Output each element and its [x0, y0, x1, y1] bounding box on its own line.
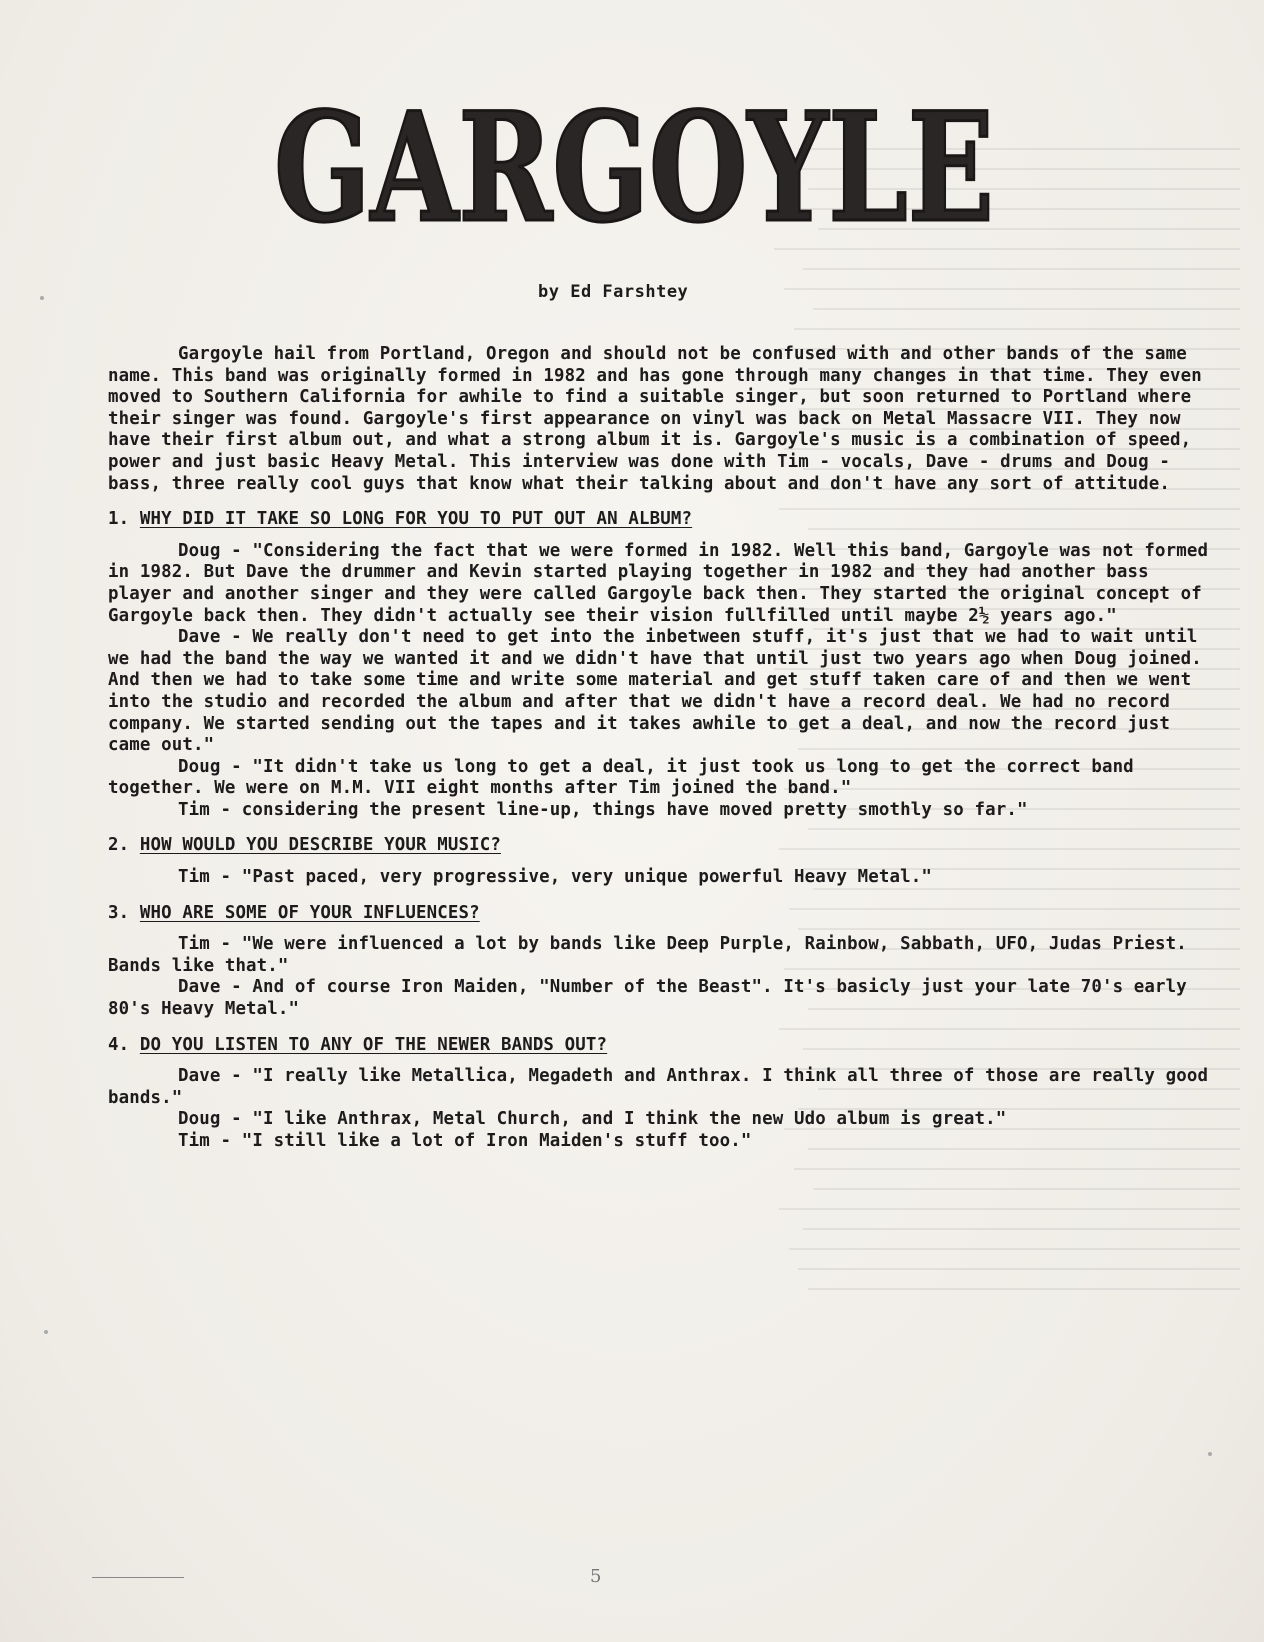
answer-paragraph: Dave - "I really like Metallica, Megadeth and Anthrax. I think all three of those are really good bands." — [108, 1066, 1209, 1108]
question-heading — [108, 903, 1218, 925]
question-number: 1. — [108, 509, 130, 530]
question-block-2 — [108, 835, 1218, 888]
page-number: 5 — [590, 1566, 602, 1587]
question-heading — [108, 1035, 1218, 1057]
question-title: HOW WOULD YOU DESCRIBE YOUR MUSIC? — [139, 835, 501, 856]
answer-paragraph: Tim - "Past paced, very progressive, very unique powerful Heavy Metal." — [178, 867, 933, 888]
question-heading — [108, 835, 1218, 857]
question-title: WHO ARE SOME OF YOUR INFLUENCES? — [139, 902, 480, 923]
question-block-4 — [108, 1035, 1218, 1153]
question-block-1 — [108, 509, 1218, 821]
intro-paragraph: Gargoyle hail from Portland, Oregon and should not be confused with and other bands of the same name. This band was originally formed in 1982 and has gone through many changes in that time. They even moved to Southern California for awhile to find a suitable singer, but soon returned to Portland where their singer was found. Gargoyle's first appearance on vinyl was back on Metal Massacre VII. They now have their first album out, and what a strong album it is. Gargoyle's music is a combination of speed, power and just basic Heavy Metal. This interview was done with Tim - vocals, Dave - drums and Doug - bass, three really cool guys that know what their talking about and don't have any sort of attitude. — [108, 344, 1202, 494]
logo-lettering: GARGOYLE — [274, 80, 994, 256]
footer-rule — [92, 1577, 184, 1578]
paper-speck — [44, 1330, 48, 1334]
answer-paragraph: Doug - "Considering the fact that we were formed in 1982. Well this band, Gargoyle was not formed in 1982. But Dave the drummer and Kevin started playing together in 1982 and they had another bass player and another singer and they were called Gargoyle back then. They started the original concept of Gargoyle back then. They didn't actually see their vision fullfilled until maybe 2½ years ago." — [108, 540, 1209, 626]
question-title: DO YOU LISTEN TO ANY OF THE NEWER BANDS OUT? — [139, 1034, 608, 1055]
question-number: 2. — [108, 835, 130, 856]
question-title: WHY DID IT TAKE SO LONG FOR YOU TO PUT OUT AN ALBUM? — [139, 509, 693, 530]
gargoyle-logo — [268, 80, 1000, 256]
article-body — [108, 344, 1218, 1153]
answer-paragraph: Doug - "I like Anthrax, Metal Church, and I think the new Udo album is great." — [178, 1109, 1007, 1130]
question-block-3 — [108, 903, 1218, 1021]
byline: by Ed Farshtey — [538, 282, 689, 302]
question-number: 4. — [108, 1034, 130, 1055]
question-number: 3. — [108, 902, 130, 923]
question-heading — [108, 509, 1218, 531]
answer-paragraph: Tim - "I still like a lot of Iron Maiden's stuff too." — [178, 1131, 752, 1151]
answer-paragraph: Dave - And of course Iron Maiden, "Number of the Beast". It's basicly just your late 70's early 80's Heavy Metal." — [108, 977, 1187, 1020]
answer-paragraph: Dave - We really don't need to get into the inbetween stuff, it's just that we had to wait until we had the band the way we wanted it and we didn't have that until just two years ago when Doug joined. And then we had to take some time and write some material and get stuff taken care of and then we went into the studio and recorded the album and after that we didn't have a record deal. We had no record company. We started sending out the tapes and it takes awhile to get a deal, and now the record just came out." — [108, 627, 1202, 756]
answer-paragraph: Tim - "We were influenced a lot by bands like Deep Purple, Rainbow, Sabbath, UFO, Judas Priest. Bands like that." — [108, 934, 1187, 976]
paper-speck — [1208, 1452, 1212, 1456]
answer-paragraph: Doug - "It didn't take us long to get a deal, it just took us long to get the correct band together. We were on M.M. VII eight months after Tim joined the band." — [108, 756, 1134, 799]
paper-speck — [40, 296, 44, 300]
answer-paragraph: Tim - considering the present line-up, things have moved pretty smothly so far." — [178, 799, 1028, 820]
